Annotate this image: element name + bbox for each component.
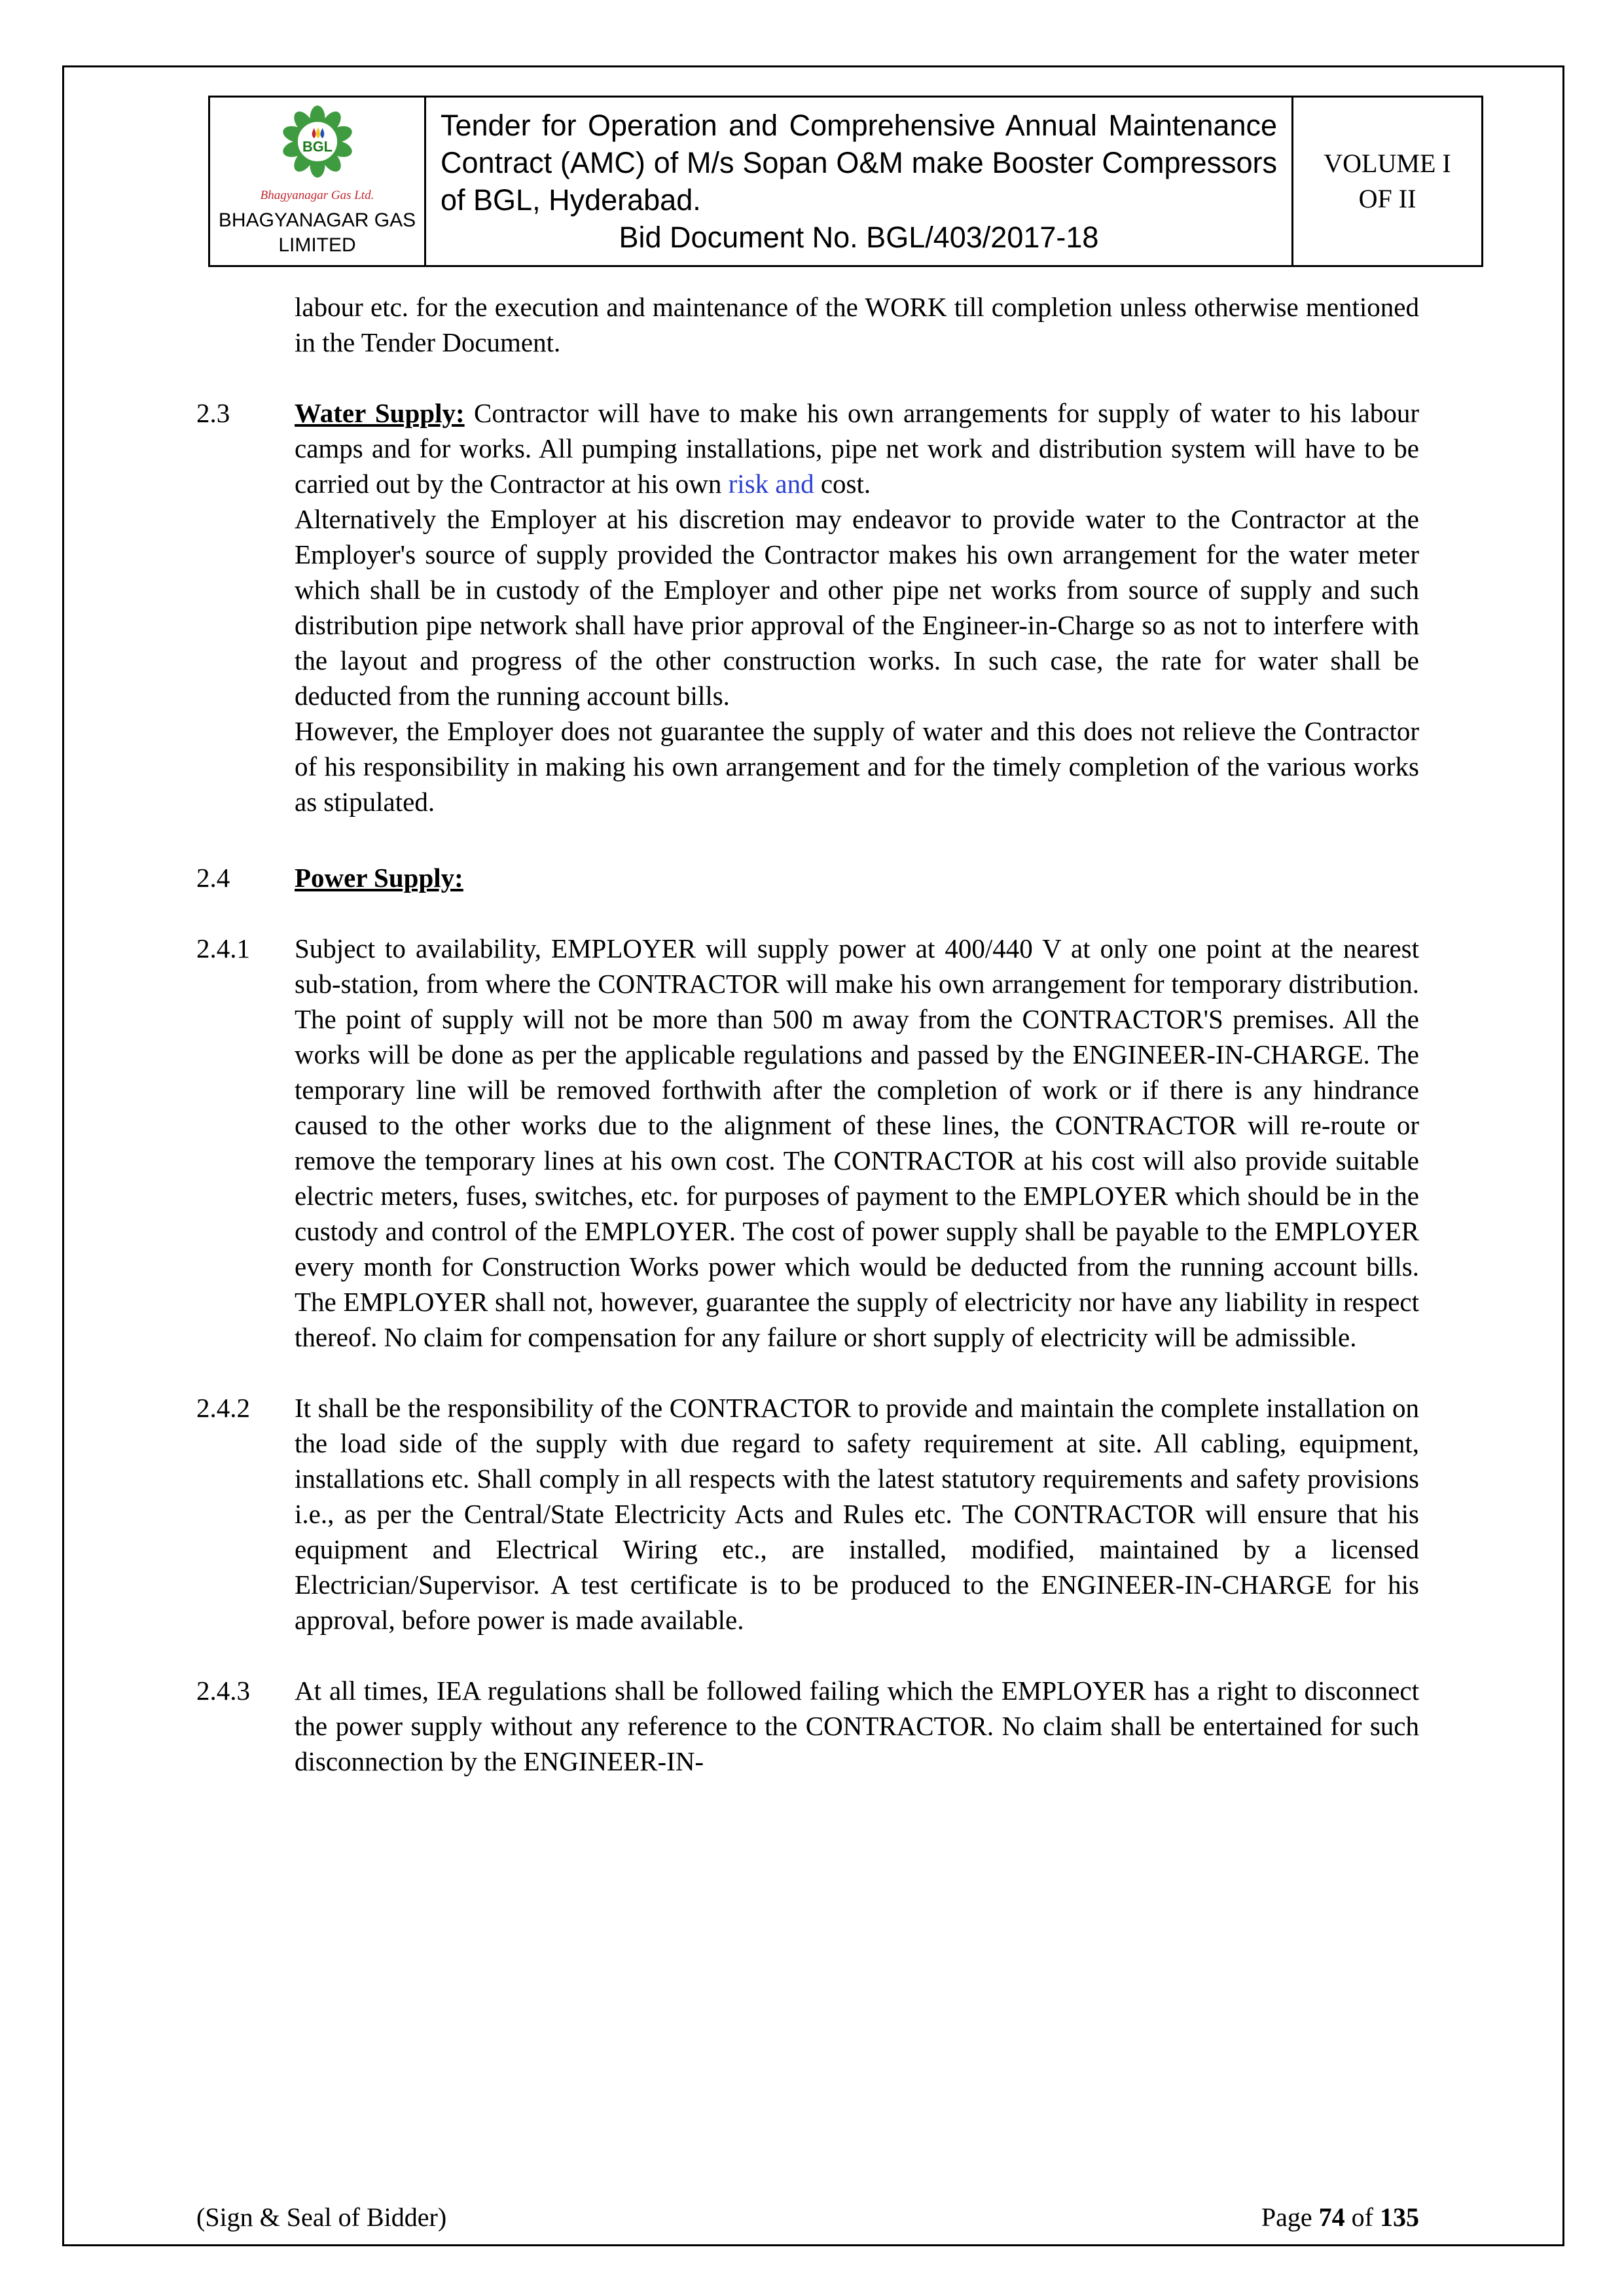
page-number	[1261, 2202, 1419, 2233]
section-2-4	[196, 860, 1419, 895]
bid-document-number: Bid Document No. BGL/403/2017-18	[619, 221, 1099, 254]
sign-seal-note: (Sign & Seal of Bidder)	[196, 2202, 447, 2232]
logo-caption: Bhagyanagar Gas Ltd.	[260, 188, 374, 202]
intro-paragraph	[196, 289, 1419, 360]
paragraph-text: Alternatively the Employer at his discretion may endeavor to provide water to the Contractor at the Employer's source of supply provided the Contractor makes his own arrangement for the water meter which shall be in custody of the Employer and other pipe net works from source of supply and such distribution pipe network shall have prior approval of the Engineer-in-Charge so as not to interfere with the layout and progress of the other construction works. In such case, the rate for water shall be deducted from the running account bills.	[295, 504, 1419, 711]
section-number: 2.4.2	[196, 1393, 250, 1423]
svg-text:BGL: BGL	[302, 138, 333, 155]
page-total-value: 135	[1380, 2202, 1419, 2232]
volume-cell	[1293, 97, 1483, 266]
paragraph-text: It shall be the responsibility of the CONTRACTOR to provide and maintain the complete installation on the load side of the supply with due regard to safety requirement at site. All cabling, equipment, installations etc. Shall comply in all respects with the latest statutory requirements and safety provisions i.e., as per the Central/State Electricity Acts and Rules etc. The CONTRACTOR will ensure that his equipment and Electrical Wiring etc., are installed, modified, maintained by a licensed Electrician/Supervisor. A test certificate is to be produced to the ENGINEER-IN-CHARGE for his approval, before power is made available.	[295, 1393, 1419, 1635]
paragraph-text: Subject to availability, EMPLOYER will supply power at 400/440 V at only one point at the nearest sub-station, from where the CONTRACTOR will make his own arrangement for temporary distribution. The point of supply will not be more than 500 m away from the CONTRACTOR'S premises. All the works will be done as per the applicable regulations and passed by the ENGINEER-IN-CHARGE. The temporary line will be removed forthwith after the completion of work or if there is any hindrance caused to the other works due to the alignment of these lines, the CONTRACTOR will re-route or remove the temporary lines at his own cost. The CONTRACTOR at his cost will also provide suitable electric meters, fuses, switches, etc. for purposes of payment to the EMPLOYER which should be in the custody and control of the EMPLOYER. The cost of power supply shall be payable to the EMPLOYER every month for Construction Works power which would be deducted from the running account bills. The EMPLOYER shall not, however, guarantee the supply of electricity nor have any liability in respect thereof. No claim for compensation for any failure or short supply of electricity will be admissible.	[295, 933, 1419, 1352]
bgl-logo-icon	[268, 105, 367, 188]
section-heading: Water Supply:	[295, 398, 465, 428]
paragraph-text	[295, 395, 1419, 501]
section-2-4-3	[196, 1673, 1419, 1779]
section-number: 2.4.1	[196, 933, 250, 963]
document-title: Tender for Operation and Comprehensive Annual Maintenance Contract (AMC) of M/s Sopan O&M make Booster Compressors of BGL, Hyderabad.	[441, 109, 1277, 217]
paragraph-run: cost.	[814, 469, 871, 499]
document-header-table	[208, 96, 1483, 267]
section-2-4-2	[196, 1390, 1419, 1638]
paragraph-text	[295, 860, 1419, 895]
org-name-line1: BHAGYANAGAR GAS	[218, 209, 416, 231]
document-body	[196, 289, 1419, 1779]
paragraph-text: However, the Employer does not guarantee the supply of water and this does not relieve the Contractor of his responsibility in making his own arrangement and for the timely completion of the various works as stipulated.	[295, 716, 1419, 817]
section-number: 2.3	[196, 398, 230, 428]
section-2-4-1	[196, 931, 1419, 1355]
section-2-3	[196, 395, 1419, 819]
paragraph-run-blue: risk and	[728, 469, 814, 499]
section-heading: Power Supply:	[295, 863, 463, 893]
section-number: 2.4.3	[196, 1676, 250, 1706]
page-num-value: 74	[1318, 2202, 1345, 2232]
volume-line-2: OF II	[1358, 184, 1416, 213]
volume-line-1: VOLUME I	[1324, 149, 1451, 178]
logo-cell	[209, 97, 425, 266]
org-name-line2: LIMITED	[278, 234, 356, 256]
paragraph-text: labour etc. for the execution and maintenance of the WORK till completion unless otherwise mentioned in the Tender Document.	[295, 292, 1419, 357]
org-name	[214, 208, 420, 258]
page-word: Page	[1261, 2202, 1319, 2232]
title-cell	[425, 97, 1293, 266]
paragraph-text: At all times, IEA regulations shall be followed failing which the EMPLOYER has a right to disconnect the power supply without any reference to the CONTRACTOR. No claim shall be entertained for such disconnection by the ENGINEER-IN-	[295, 1676, 1419, 1776]
page-footer	[196, 2202, 1419, 2233]
paragraph-run: Contractor will have to make his own arrangements for supply of water to his labour camps and for works. All pumping installations, pipe net work and distribution system will have to be carried out by the Contractor at his own	[295, 398, 1419, 499]
section-number: 2.4	[196, 863, 230, 893]
of-word: of	[1344, 2202, 1380, 2232]
